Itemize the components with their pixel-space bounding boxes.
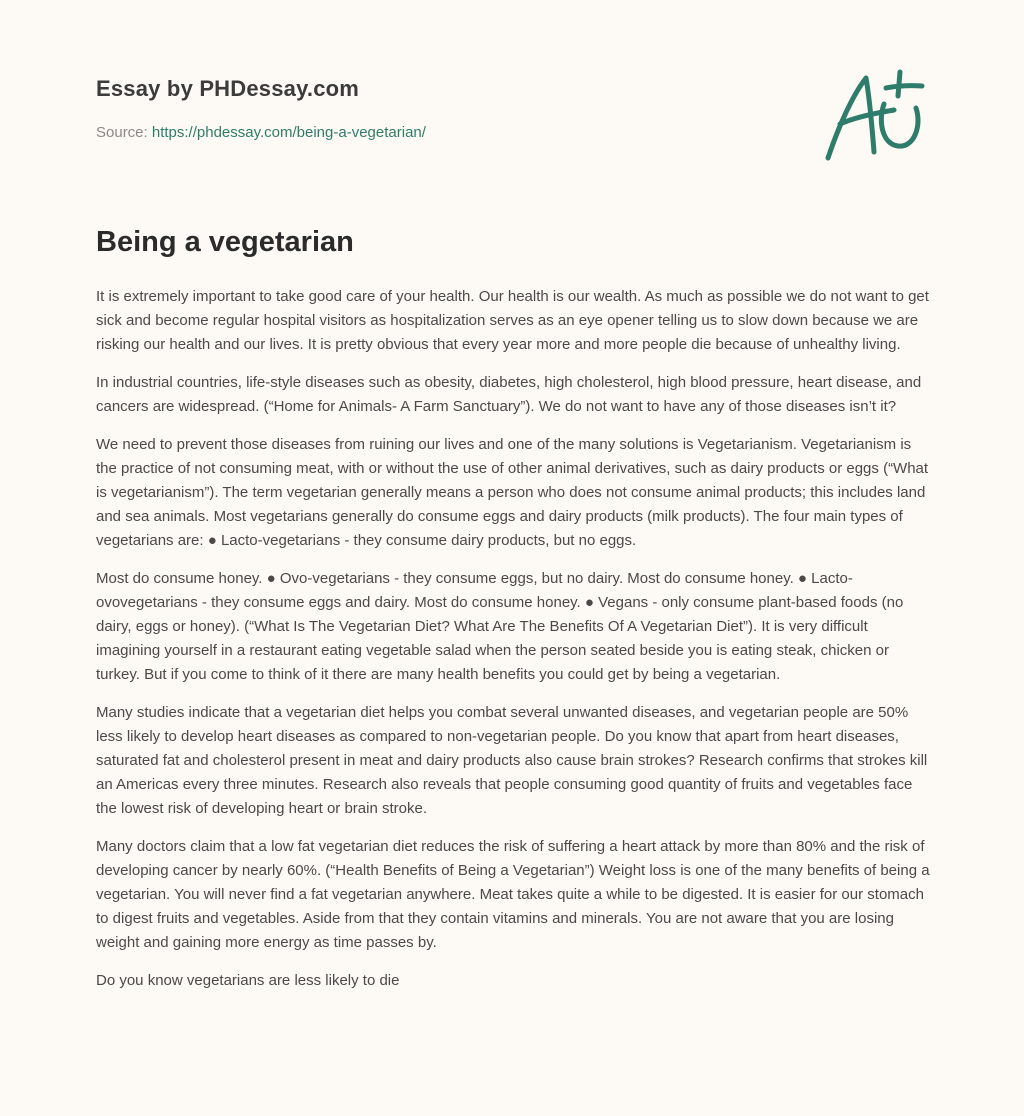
essay-paragraph: Many doctors claim that a low fat vegetarian diet reduces the risk of suffering a heart attack by more than 80% and the risk of developing cancer by nearly 60%. (“Health Benefits of Being a Vegetarian”) Weight loss is one of the many benefits of being a vegetarian. You will never find a fat vegetarian anywhere. Meat takes quite a while to be digested. It is easier for our stomach to digest fruits and vegetables. Aside from that they contain vitamins and minerals. You are not aware that you are losing weight and gaining more energy as time passes by.: [96, 838, 930, 951]
a-plus-grade-icon: [818, 66, 930, 166]
essay-paragraph: Do you know vegetarians are less likely to die: [96, 972, 400, 989]
essay-title: Being a vegetarian: [96, 226, 354, 258]
site-title: Essay by PHDessay.com: [96, 76, 360, 101]
essay-paragraph: Most do consume honey. ● Ovo-vegetarians - they consume eggs, but no dairy. Most do consume honey. ● Lacto-ovovegetarians - they consume eggs and dairy. Most do consume honey. ● Vegans - only consume plant-based foods (no dairy, eggs or honey). (“What Is The Vegetarian Diet? What Are The Benefits Of A Vegetarian Diet”). It is very difficult imagining yourself in a restaurant eating vegetable salad when the person seated beside you is eating steak, chicken or turkey. But if you come to think of it there are many health benefits you could get by being a vegetarian.: [96, 570, 904, 683]
essay-paragraph: It is extremely important to take good care of your health. Our health is our wealth. As much as possible we do not want to get sick and become regular hospital visitors as hospitalization serves as an eye opener telling us to slow down because we are risking our health and our lives. It is pretty obvious that every year more and more people die because of unhealthy living.: [96, 288, 929, 353]
essay-paragraph: We need to prevent those diseases from ruining our lives and one of the many solutions is Vegetarianism. Vegetarianism is the practice of not consuming meat, with or without the use of other animal derivatives, such as dairy products or eggs (“What is vegetarianism”). The term vegetarian generally means a person who does not consume animal products; this includes land and sea animals. Most vegetarians generally do consume eggs and dairy products (milk products). The four main types of vegetarians are: ● Lacto-vegetarians - they consume dairy products, but no eggs.: [96, 436, 929, 549]
essay-body: [96, 285, 932, 1007]
source-line: [96, 124, 426, 141]
essay-paragraph: In industrial countries, life-style diseases such as obesity, diabetes, high cholesterol, high blood pressure, heart disease, and cancers are widespread. (“Home for Animals- A Farm Sanctuary”). We do not want to have any of those diseases isn’t it?: [96, 374, 922, 415]
source-label: Source:: [96, 124, 152, 141]
source-link[interactable]: https://phdessay.com/being-a-vegetarian/: [151, 124, 426, 141]
essay-paragraph: Many studies indicate that a vegetarian diet helps you combat several unwanted diseases, and vegetarian people are 50% less likely to develop heart diseases as compared to non-vegetarian people. Do you know that apart from heart diseases, saturated fat and cholesterol present in meat and dairy products also cause brain strokes? Research confirms that strokes kill an Americas every three minutes. Research also reveals that people consuming good quantity of fruits and vegetables face the lowest risk of developing heart or brain stroke.: [96, 704, 928, 817]
